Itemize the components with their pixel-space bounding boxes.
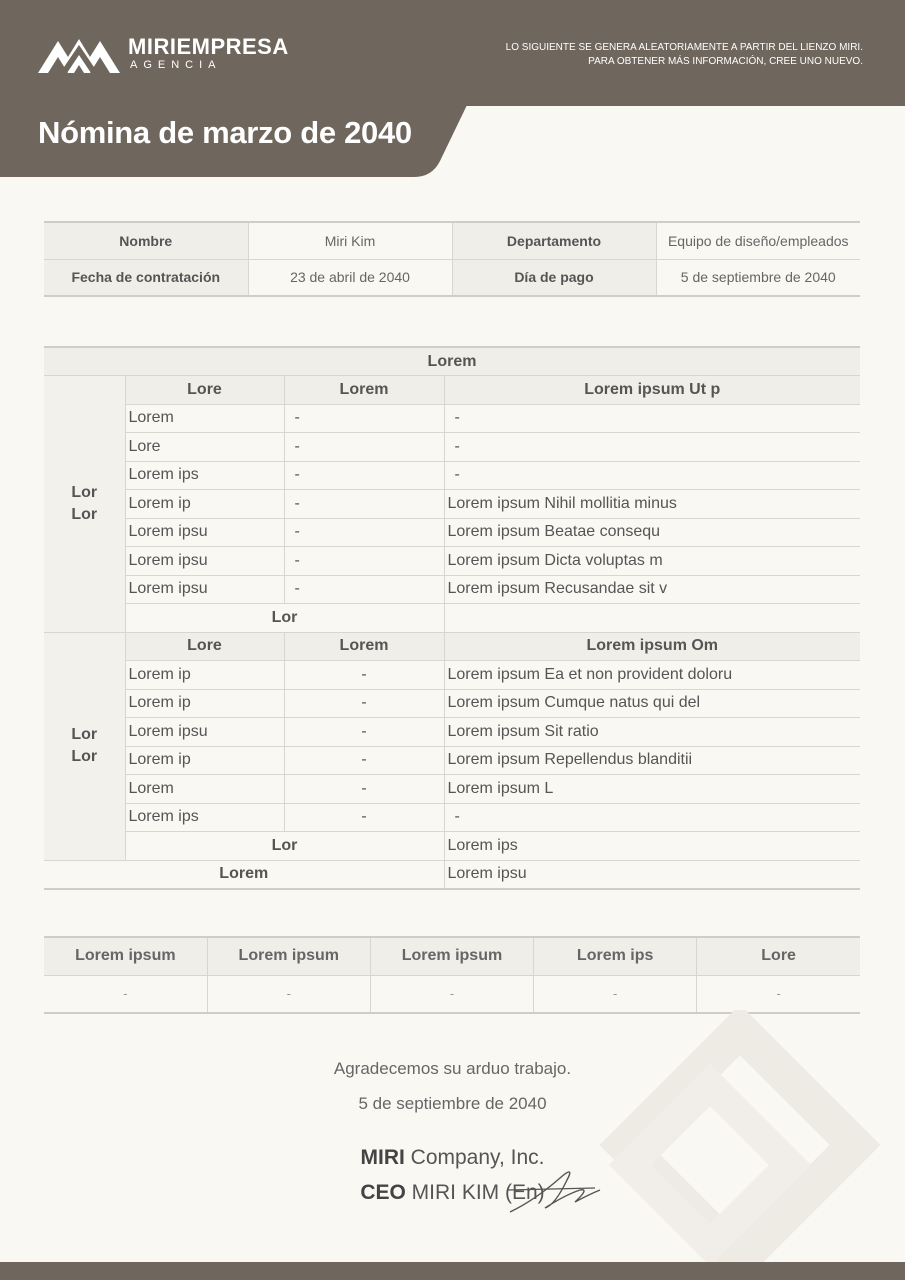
company-logo	[38, 33, 289, 73]
item-name: Lorem ip	[125, 746, 284, 775]
summary-value: -	[207, 975, 370, 1013]
table-row	[44, 404, 860, 433]
table-row	[44, 461, 860, 490]
net-label: Lorem	[44, 860, 444, 889]
info-label: Fecha de contratación	[44, 259, 248, 296]
summary-header: Lorem ipsum	[207, 937, 370, 975]
net-value: Lorem ipsu	[444, 860, 860, 889]
company-name	[0, 1146, 905, 1170]
item-name: Lorem ip	[125, 490, 284, 519]
item-note: -	[444, 461, 860, 490]
item-name: Lorem ip	[125, 689, 284, 718]
subtotal-row	[44, 604, 860, 633]
item-note: Lorem ipsum Ea et non provident doloru	[444, 661, 860, 690]
item-note: Lorem ipsum Cumque natus qui del	[444, 689, 860, 718]
item-amount: -	[284, 718, 444, 747]
table-row	[44, 718, 860, 747]
item-note: Lorem ipsum Dicta voluptas m	[444, 547, 860, 576]
mountain-logo-icon	[38, 33, 120, 73]
item-name: Lorem	[125, 404, 284, 433]
column-header: Lorem ipsum Ut p	[444, 376, 860, 405]
table-row	[44, 433, 860, 462]
table-row	[44, 490, 860, 519]
item-amount: -	[284, 461, 444, 490]
subtotal-row	[44, 832, 860, 861]
table-row	[44, 803, 860, 832]
item-name: Lorem	[125, 775, 284, 804]
summary-header: Lorem ips	[534, 937, 697, 975]
item-note: -	[444, 433, 860, 462]
item-note: -	[444, 803, 860, 832]
diamond-watermark-icon	[600, 1010, 905, 1262]
info-label: Departamento	[452, 222, 656, 259]
item-name: Lorem ip	[125, 661, 284, 690]
item-note: Lorem ipsum Nihil mollitia minus	[444, 490, 860, 519]
payroll-table	[44, 346, 860, 890]
summary-value: -	[697, 975, 860, 1013]
info-value: 5 de septiembre de 2040	[656, 259, 860, 296]
info-value: 23 de abril de 2040	[248, 259, 452, 296]
item-note: -	[444, 404, 860, 433]
summary-value: -	[370, 975, 533, 1013]
info-row	[44, 259, 860, 296]
ceo-rest: MIRI KIM (En)	[405, 1181, 545, 1204]
subtotal-label: Lor	[125, 604, 444, 633]
table-row	[44, 775, 860, 804]
item-amount: -	[284, 547, 444, 576]
table-row	[44, 661, 860, 690]
table-row	[44, 547, 860, 576]
signature-icon	[505, 1160, 605, 1220]
column-header: Lorem	[284, 376, 444, 405]
info-row	[44, 222, 860, 259]
item-amount: -	[284, 689, 444, 718]
closing-date: 5 de septiembre de 2040	[358, 1094, 547, 1113]
page-title: Nómina de marzo de 2040	[38, 115, 412, 150]
table-row	[44, 575, 860, 604]
item-note: Lorem ipsum Beatae consequ	[444, 518, 860, 547]
item-name: Lorem ips	[125, 803, 284, 832]
ceo-bold: CEO	[360, 1181, 406, 1204]
payroll-title: Lorem	[44, 347, 860, 376]
header-note	[506, 41, 863, 69]
section-2-label: Lor Lor	[44, 632, 125, 860]
item-note: Lorem ipsum L	[444, 775, 860, 804]
item-amount: -	[284, 518, 444, 547]
company-rest: Company, Inc.	[404, 1146, 545, 1169]
subtotal-value: Lorem ips	[444, 832, 860, 861]
subtotal-value	[444, 604, 860, 633]
summary-value: -	[44, 975, 207, 1013]
item-amount: -	[284, 490, 444, 519]
column-header: Lorem ipsum Om	[444, 632, 860, 661]
section-1-label: Lor Lor	[44, 376, 125, 633]
logo-name: MIRIEMPRESA	[128, 34, 289, 59]
item-note: Lorem ipsum Repellendus blanditii	[444, 746, 860, 775]
table-row	[44, 689, 860, 718]
item-amount: -	[284, 661, 444, 690]
thanks-text: Agradecemos su arduo trabajo.	[333, 1059, 572, 1078]
table-row	[44, 518, 860, 547]
item-amount: -	[284, 404, 444, 433]
summary-header: Lorem ipsum	[44, 937, 207, 975]
summary-value: -	[534, 975, 697, 1013]
column-header: Lorem	[284, 632, 444, 661]
header-bar	[0, 0, 905, 106]
summary-header: Lore	[697, 937, 860, 975]
info-label: Día de pago	[452, 259, 656, 296]
item-amount: -	[284, 803, 444, 832]
company-bold: MIRI	[360, 1146, 405, 1169]
note-line-1: LO SIGUIENTE SE GENERA ALEATORIAMENTE A PARTIR DEL LIENZO MIRI.	[505, 42, 863, 53]
column-header: Lore	[125, 632, 284, 661]
info-label: Nombre	[44, 222, 248, 259]
item-name: Lorem ipsu	[125, 518, 284, 547]
table-row	[44, 746, 860, 775]
net-row	[44, 860, 860, 889]
item-note: Lorem ipsum Recusandae sit v	[444, 575, 860, 604]
info-value: Equipo de diseño/empleados	[656, 222, 860, 259]
item-note: Lorem ipsum Sit ratio	[444, 718, 860, 747]
note-line-2: PARA OBTENER MÁS INFORMACIÓN, CREE UNO NUEVO.	[588, 56, 863, 67]
item-amount: -	[284, 775, 444, 804]
summary-header: Lorem ipsum	[370, 937, 533, 975]
item-name: Lorem ipsu	[125, 547, 284, 576]
footer-bar	[0, 1262, 905, 1280]
item-name: Lorem ipsu	[125, 575, 284, 604]
logo-subtitle: AGENCIA	[130, 59, 222, 71]
item-amount: -	[284, 575, 444, 604]
item-name: Lorem ipsu	[125, 718, 284, 747]
item-name: Lore	[125, 433, 284, 462]
item-amount: -	[284, 746, 444, 775]
ceo-name	[0, 1181, 905, 1205]
summary-table	[44, 936, 860, 1014]
info-value: Miri Kim	[248, 222, 452, 259]
column-header: Lore	[125, 376, 284, 405]
item-name: Lorem ips	[125, 461, 284, 490]
employee-info-table	[44, 221, 860, 297]
item-amount: -	[284, 433, 444, 462]
subtotal-label: Lor	[125, 832, 444, 861]
